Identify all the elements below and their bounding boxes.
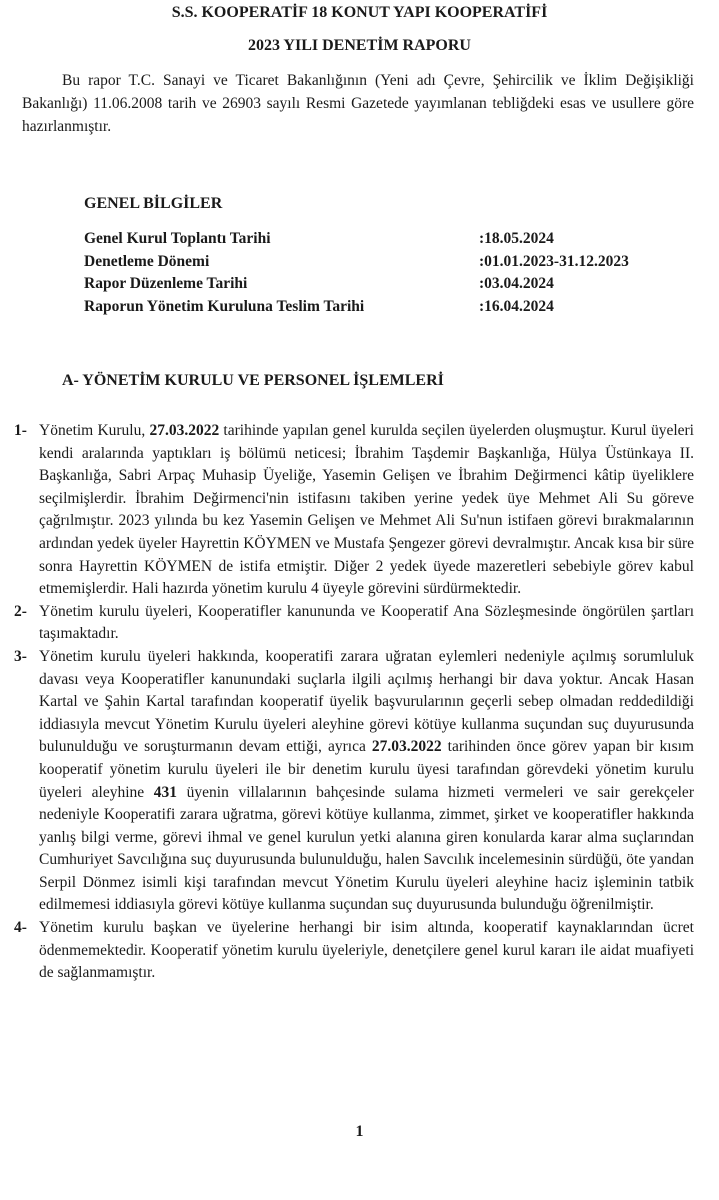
item-number: 4-	[14, 919, 27, 937]
cooperative-title: S.S. KOOPERATİF 18 KONUT YAPI KOOPERATİFİ	[171, 4, 548, 21]
page-number: 1	[355, 1123, 364, 1140]
report-title: 2023 YILI DENETİM RAPORU	[248, 37, 471, 54]
item-text: üyenin villalarının bahçesinde sulama hizmeti vermeleri ve sair gerekçeler nedeniyle Kooperatifi zarara uğratma, görevi kötüye kullanma, zimmet, şirket ve kooperatifler hakkında yanlış bilgi verme, görevi ihmal ve genel kurulun yetki alanına giren konularda karar alma suçlarından Cumhuriyet Savcılığına suç duyurusunda bulunulduğu, halen Savcılık incelemesinin sürdüğü, öte yandan Serpil Dönmez isimli kişi tarafından mevcut Yönetim Kurulu üyeleri aleyhine haciz işleminin tatbik edilmemesi iddiasıyla görevi kötüye kullanma suçundan suç duyurusunda bulunduğu öğrenilmiştir.	[39, 783, 694, 914]
item-number: 2-	[14, 602, 27, 620]
item-text: Yönetim kurulu başkan ve üyelerine herhangi bir isim altında, kooperatif kaynaklarından ücret ödenmemektedir. Kooperatif yönetim kurulu üyeleriyle, denetçilere genel kurul kararı ile aidat muafiyeti de sağlanmamıştır.	[39, 919, 694, 982]
list-item	[14, 420, 694, 601]
general-info-value: :16.04.2024	[479, 297, 554, 315]
list-item	[14, 917, 694, 985]
list-item	[14, 646, 694, 917]
general-info-heading: GENEL BİLGİLER	[84, 195, 223, 212]
item-date: 27.03.2022	[371, 738, 442, 756]
item-date: 27.03.2022	[149, 422, 220, 439]
section-a-items	[14, 420, 694, 985]
item-text: tarihinde yapılan genel kurulda seçilen üyelerden oluşmuştur. Kurul üyeleri kendi aralarında yaptıkları iş bölümü neticesi; İbrahim Taşdemir Başkanlığa, Hülya Üstünkaya II. Başkanlığa, Sabri Arpaç Muhasip Üyeliğe, Yasemin Gelişen ve İbrahim Değirmenci kâtip üyeliklere seçilmişlerdir. İbrahim Değirmenci'nin istifasını takiben yerine yedek üye Mehmet Ali Su göreve çağrılmıştır. 2023 yılında bu kez Yasemin Gelişen ve Mehmet Ali Su'nun istifaen görevi bırakmalarının ardından yedek üyeler Hayrettin KÖYMEN ve Mustafa Şengezer görevi devralmıştır. Ancak kısa bir süre sonra Hayrettin KÖYMEN de istifa etmiştir. Diğer 2 yedek üyede mazeretleri sebebiyle görev kabul etmemişlerdir. Hali hazırda yönetim kurulu 4 üyeyle görevini sürdürmektedir.	[39, 422, 694, 598]
general-info-table	[84, 230, 684, 320]
general-info-label: Rapor Düzenleme Tarihi	[84, 275, 248, 292]
general-info-label: Denetleme Dönemi	[84, 252, 210, 270]
general-info-label: Raporun Yönetim Kuruluna Teslim Tarihi	[84, 297, 365, 315]
general-info-row	[84, 298, 684, 321]
general-info-row	[84, 230, 684, 253]
general-info-value: :03.04.2024	[479, 275, 554, 292]
general-info-row	[84, 275, 684, 298]
list-item	[14, 601, 694, 646]
item-text: Yönetim Kurulu,	[39, 422, 150, 439]
general-info-row	[84, 253, 684, 276]
general-info-label: Genel Kurul Toplantı Tarihi	[84, 230, 271, 247]
item-number: 1-	[14, 422, 27, 439]
item-text: Yönetim kurulu üyeleri, Kooperatifler kanununda ve Kooperatif Ana Sözleşmesinde öngörülen şartları taşımaktadır.	[39, 602, 694, 643]
item-number: 3-	[14, 647, 27, 665]
item-count: 431	[153, 783, 178, 801]
intro-paragraph: Bu rapor T.C. Sanayi ve Ticaret Bakanlığının (Yeni adı Çevre, Şehircilik ve İklim Değişikliği Bakanlığı) 11.06.2008 tarih ve 26903 sayılı Resmi Gazetede yayımlanan tebliğdeki esas ve usullere göre hazırlanmıştır.	[22, 72, 694, 135]
general-info-value: :01.01.2023-31.12.2023	[479, 252, 629, 270]
general-info-value: :18.05.2024	[479, 230, 554, 247]
item-text: tarihinden önce görev yapan bir kısım kooperatif yönetim kurulu üyeleri ile bir denetim kurulu üyesi tarafından görevdeki yönetim kurulu üyeleri aleyhine	[39, 738, 694, 801]
item-text: Yönetim kurulu üyeleri hakkında, kooperatifi zarara uğratan eylemleri nedeniyle açılmış sorumluluk davası veya Kooperatifler kanunundaki suçlarla ilgili açılmış herhangi bir dava yoktur. Ancak Hasan Kartal ve Şahin Kartal tarafından kooperatif üyelik başvurularının geçerli sebep olmadan reddedildiği iddiasıyla mevcut Yönetim Kurulu üyeleri aleyhine görevi kötüye kullanma suçundan suç duyurusunda bulunulduğu ve soruşturmanın devam ettiği, ayrıca	[39, 647, 694, 756]
section-a-heading: A- YÖNETİM KURULU VE PERSONEL İŞLEMLERİ	[62, 372, 444, 389]
